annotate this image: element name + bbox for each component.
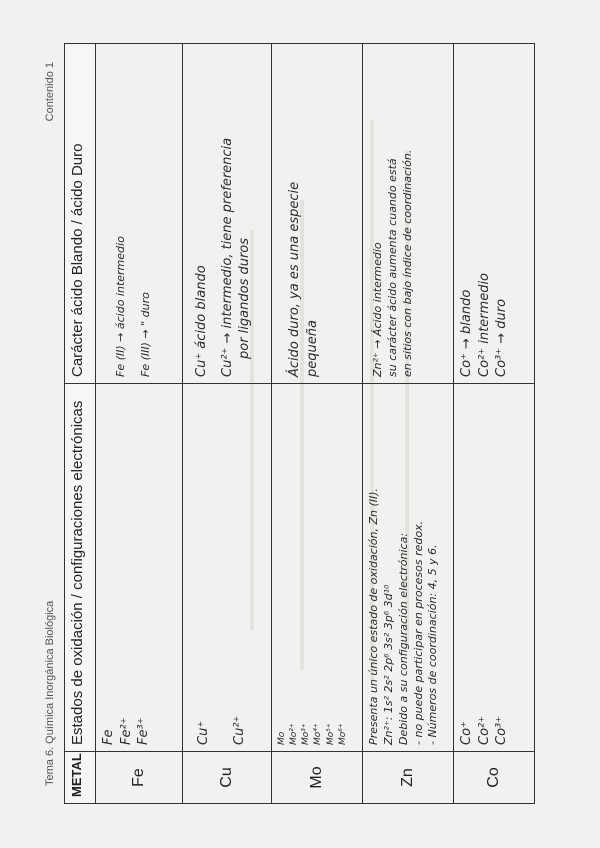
oxidation-cell: [363, 384, 454, 752]
metal-cell: Co: [454, 752, 535, 804]
oxidation-state: Co³⁺: [494, 715, 510, 745]
oxidation-cell: [454, 384, 535, 752]
oxidation-state: Mo⁶⁺: [337, 723, 348, 745]
metal-cell: Mo: [272, 752, 363, 804]
oxidation-cell: [272, 384, 363, 752]
character-line: Fe (III) → " duro: [138, 292, 152, 377]
oxidation-state: Co²⁺: [476, 715, 492, 745]
character-cell: [272, 44, 363, 384]
character-line: pequeña: [304, 320, 320, 377]
character-cell: [454, 44, 535, 384]
oxidation-state: Cu²⁺: [231, 715, 247, 745]
character-line: Ácido duro, ya es una especie: [287, 181, 302, 377]
column-header-character: Carácter ácido Blando / ácido Duro: [65, 44, 96, 384]
oxidation-state: Fe³⁺: [136, 717, 152, 745]
oxidation-state: Mo⁴⁺: [313, 723, 324, 745]
character-line: Cu²⁺ → intermedio, tiene preferencia: [219, 137, 235, 377]
oxidation-state: Mo: [277, 731, 287, 745]
table-header-row: [65, 44, 96, 804]
oxidation-state: Mo²⁺: [289, 723, 300, 745]
oxidation-state: Mo³⁺: [301, 723, 312, 745]
oxidation-state: Debido a su configuración electrónica:: [396, 532, 410, 745]
character-line: Co³⁺ → duro: [494, 298, 510, 377]
oxidation-state: Presenta un único estado de oxidación, Zn (II).: [367, 487, 380, 745]
table-row-mo: [272, 44, 363, 804]
character-line: en sitios con bajo índice de coordinación.: [400, 149, 414, 377]
character-cell: [363, 44, 454, 384]
header-section: Contenido 1: [44, 62, 56, 122]
character-cell: [96, 44, 183, 384]
oxidation-state: Mo⁵⁺: [325, 723, 336, 745]
oxidation-state: - Números de coordinación: 4, 5 y 6.: [426, 544, 440, 745]
rotated-content: [40, 44, 560, 804]
header-title: Tema 6. Química Inorgánica Biológica: [44, 600, 56, 786]
oxidation-state: Co⁺: [459, 721, 474, 745]
table-row-co: [454, 44, 535, 804]
oxidation-cell: [183, 384, 272, 752]
oxidation-state: Fe²⁺: [118, 717, 134, 745]
oxidation-state: Fe: [101, 729, 116, 745]
column-header-oxidation: Estados de oxidación / configuraciones electrónicas: [65, 384, 96, 752]
metal-cell: Cu: [183, 752, 272, 804]
table-row-fe: [96, 44, 183, 804]
column-header-metal: METAL: [65, 752, 96, 804]
metal-cell: Fe: [96, 752, 183, 804]
table-row-cu: [183, 44, 272, 804]
character-line: su carácter ácido aumenta cuando está: [385, 158, 399, 377]
character-line: Zn²⁺ → Ácido intermedio: [371, 242, 384, 377]
character-line: Cu⁺ ácido blando: [194, 265, 209, 377]
character-line: por ligandos duros: [237, 237, 253, 359]
metals-table: [64, 43, 535, 804]
oxidation-state: Zn²⁺: 1s² 2s² 2p⁶ 3s² 3p⁶ 3d¹⁰: [381, 584, 395, 745]
character-cell: [183, 44, 272, 384]
character-line: Co⁺ → blando: [459, 289, 474, 377]
metal-cell: Zn: [363, 752, 454, 804]
character-line: Co²⁺ intermedio: [476, 272, 492, 377]
character-line: Fe (II) → ácido intermedio: [114, 236, 127, 377]
oxidation-cell: [96, 384, 183, 752]
oxidation-state: Cu⁺: [196, 720, 211, 745]
oxidation-state: - no puede participar en procesos redox.: [411, 520, 425, 745]
table-row-zn: [363, 44, 454, 804]
page-header: [40, 44, 62, 804]
